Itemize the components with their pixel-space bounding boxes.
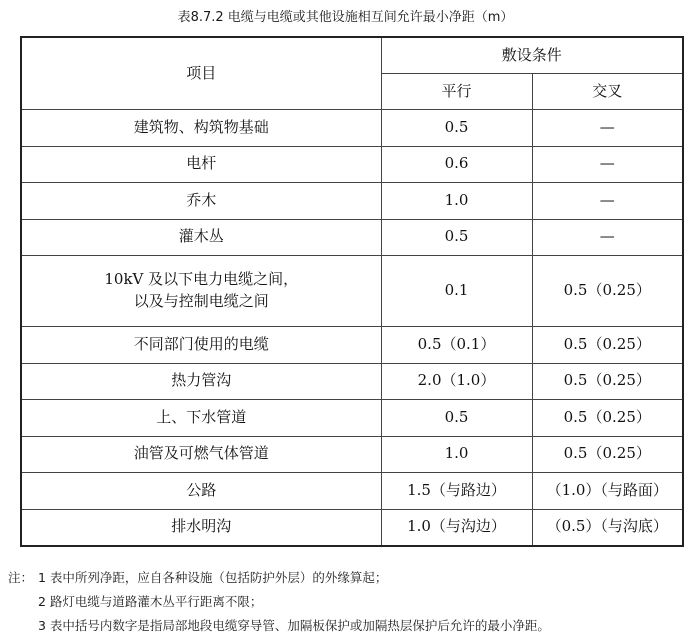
table-row — [21, 473, 683, 510]
cell-item: 上、下水管道 — [21, 400, 381, 437]
cell-parallel: 1.0 — [381, 436, 532, 473]
table-row — [21, 183, 683, 220]
table-caption: 表8.7.2 电缆与电缆或其他设施相互间允许最小净距（m） — [177, 10, 514, 25]
cell-parallel: 1.0 — [381, 183, 532, 220]
cell-parallel: 1.5（与路边） — [381, 473, 532, 510]
cell-cross: — — [532, 110, 683, 147]
cell-item: 电杆 — [21, 146, 381, 183]
note-text: 1 表中所列净距，应自各种设施（包括防护外层）的外缘算起； — [38, 570, 388, 585]
header-item: 项目 — [21, 37, 381, 110]
note-1 — [8, 568, 688, 592]
cell-item: 油管及可燃气体管道 — [21, 436, 381, 473]
table-row — [21, 110, 683, 147]
notes — [8, 568, 688, 640]
cell-parallel: 1.0（与沟边） — [381, 509, 532, 546]
header-cross: 交叉 — [532, 74, 683, 110]
note-text: 2 路灯电缆与道路灌木丛平行距离不限； — [38, 594, 263, 609]
cell-cross: 0.5（0.25） — [532, 327, 683, 364]
table-row — [21, 146, 683, 183]
header-parallel: 平行 — [381, 74, 532, 110]
notes-prefix: 注： — [8, 570, 34, 585]
table-row — [21, 400, 683, 437]
cell-parallel: 0.5 — [381, 110, 532, 147]
cell-cross: 0.5（0.25） — [532, 436, 683, 473]
table-row — [21, 509, 683, 546]
header-condition: 敷设条件 — [381, 37, 683, 74]
cell-cross: 0.5（0.25） — [532, 363, 683, 400]
cell-cross: 0.5（0.25） — [532, 256, 683, 327]
clearance-table — [20, 36, 684, 547]
note-3 — [8, 616, 688, 640]
table-row — [21, 219, 683, 256]
cell-item: 不同部门使用的电缆 — [21, 327, 381, 364]
cell-item: 灌木丛 — [21, 219, 381, 256]
cell-cross: （1.0）（与路面） — [532, 473, 683, 510]
table-row — [21, 363, 683, 400]
note-text: 3 表中括号内数字是指局部地段电缆穿导管、加隔板保护或加隔热层保护后允许的最小净距。 — [38, 618, 550, 633]
cell-item — [21, 256, 381, 327]
cell-cross: — — [532, 219, 683, 256]
cell-parallel: 0.5 — [381, 219, 532, 256]
note-2 — [8, 592, 688, 616]
cell-item-line-2: 以及与控制电缆之间 — [133, 292, 269, 310]
cell-parallel: 0.5 — [381, 400, 532, 437]
cell-parallel: 0.1 — [381, 256, 532, 327]
cell-item: 乔木 — [21, 183, 381, 220]
cell-item: 公路 — [21, 473, 381, 510]
table-row — [21, 436, 683, 473]
cell-cross: — — [532, 183, 683, 220]
cell-cross: （0.5）（与沟底） — [532, 509, 683, 546]
cell-parallel: 2.0（1.0） — [381, 363, 532, 400]
cell-item: 建筑物、构筑物基础 — [21, 110, 381, 147]
cell-cross: 0.5（0.25） — [532, 400, 683, 437]
cell-item-line-1: 10kV 及以下电力电缆之间， — [104, 270, 299, 289]
cell-item: 热力管沟 — [21, 363, 381, 400]
cell-parallel: 0.5（0.1） — [381, 327, 532, 364]
cell-parallel: 0.6 — [381, 146, 532, 183]
cell-cross: — — [532, 146, 683, 183]
table-row — [21, 327, 683, 364]
table-row — [21, 256, 683, 327]
cell-item: 排水明沟 — [21, 509, 381, 546]
